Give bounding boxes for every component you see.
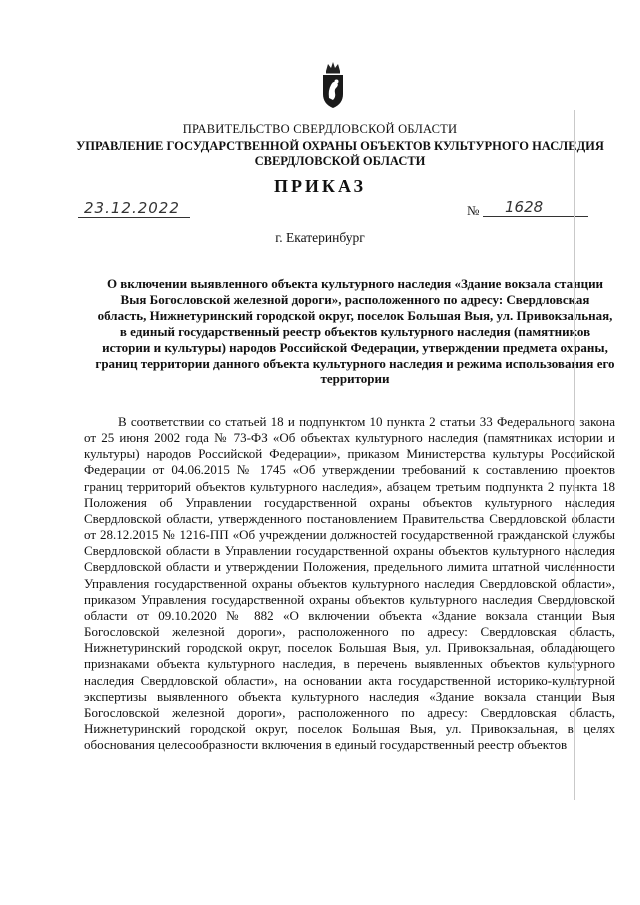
order-title: О включении выявленного объекта культурного наследия «Здание вокзала станции Выя Богословской железной дороги», расположенного по адресу: Свердловская область, Нижнетуринский городской округ, поселок Большая Выя, ул. Привокзальная, в единый государственный реестр объектов культурного наследия (памятников истории и культуры) народов Российской Федерации, утверждении предмета охраны, границ территории данного объекта культурного наследия и режима использования его территории [95,276,615,387]
department-name: УПРАВЛЕНИЕ ГОСУДАРСТВЕННОЙ ОХРАНЫ ОБЪЕКТОВ КУЛЬТУРНОГО НАСЛЕДИЯ СВЕРДЛОВСКОЙ ОБЛАСТИ [76,139,604,168]
scan-artifact-line [574,110,575,800]
number-underline [483,216,588,217]
city: г. Екатеринбург [275,230,365,245]
order-body-paragraph: В соответствии со статьей 18 и подпунктом 10 пункта 2 статьи 33 Федерального закона от 25 июня 2002 года № 73-ФЗ «Об объектах культурного наследия (памятниках истории и культуры) народов Российской Федерации», приказом Министерства культуры Российской Федерации от 04.06.2015 № 1745 «Об утверждении требований к составлению проектов границ территорий объектов культурного наследия», абзацем третьим подпункта 2 пункта 18 Положения об Управлении государственной охраны объектов культурного наследия Свердловской области, утвержденного постановлением Правительства Свердловской области от 28.12.2015 № 1216-ПП «Об учреждении должностей государственной гражданской службы Свердловской области в Управлении государственной охраны объектов культурного наследия Свердловской области и утверждении Положения, предельного лимита штатной численности Управления государственной охраны объектов культурного наследия Свердловской области», приказом Управления государственной охраны объектов культурного наследия Свердловской области от 09.10.2020 № 882 «О включении объекта «Здание вокзала станции Выя Богословской железной дороги», расположенного по адресу: Свердловская область, Нижнетуринский городской округ, поселок Большая Выя, ул. Привокзальная, обладающего признаками объекта культурного наследия, в перечень выявленных объектов культурного наследия Свердловской области», на основании акта государственной историко-культурной экспертизы выявленного объекта культурного наследия «Здание вокзала станции Выя Богословской железной дороги», расположенного по адресу: Свердловская область, Нижнетуринский городской округ, поселок Большая Выя, ул. Привокзальная, в целях обоснования целесообразности включения в единый государственный реестр объектов [84,414,615,753]
document-type: ПРИКАЗ [273,176,367,196]
document-date: 23.12.2022 [84,199,180,217]
number-label: № [467,203,480,218]
date-underline [78,217,190,218]
coat-of-arms-icon [320,60,346,110]
document-number: 1628 [505,198,544,216]
government-name: ПРАВИТЕЛЬСТВО СВЕРДЛОВСКОЙ ОБЛАСТИ [182,122,458,136]
